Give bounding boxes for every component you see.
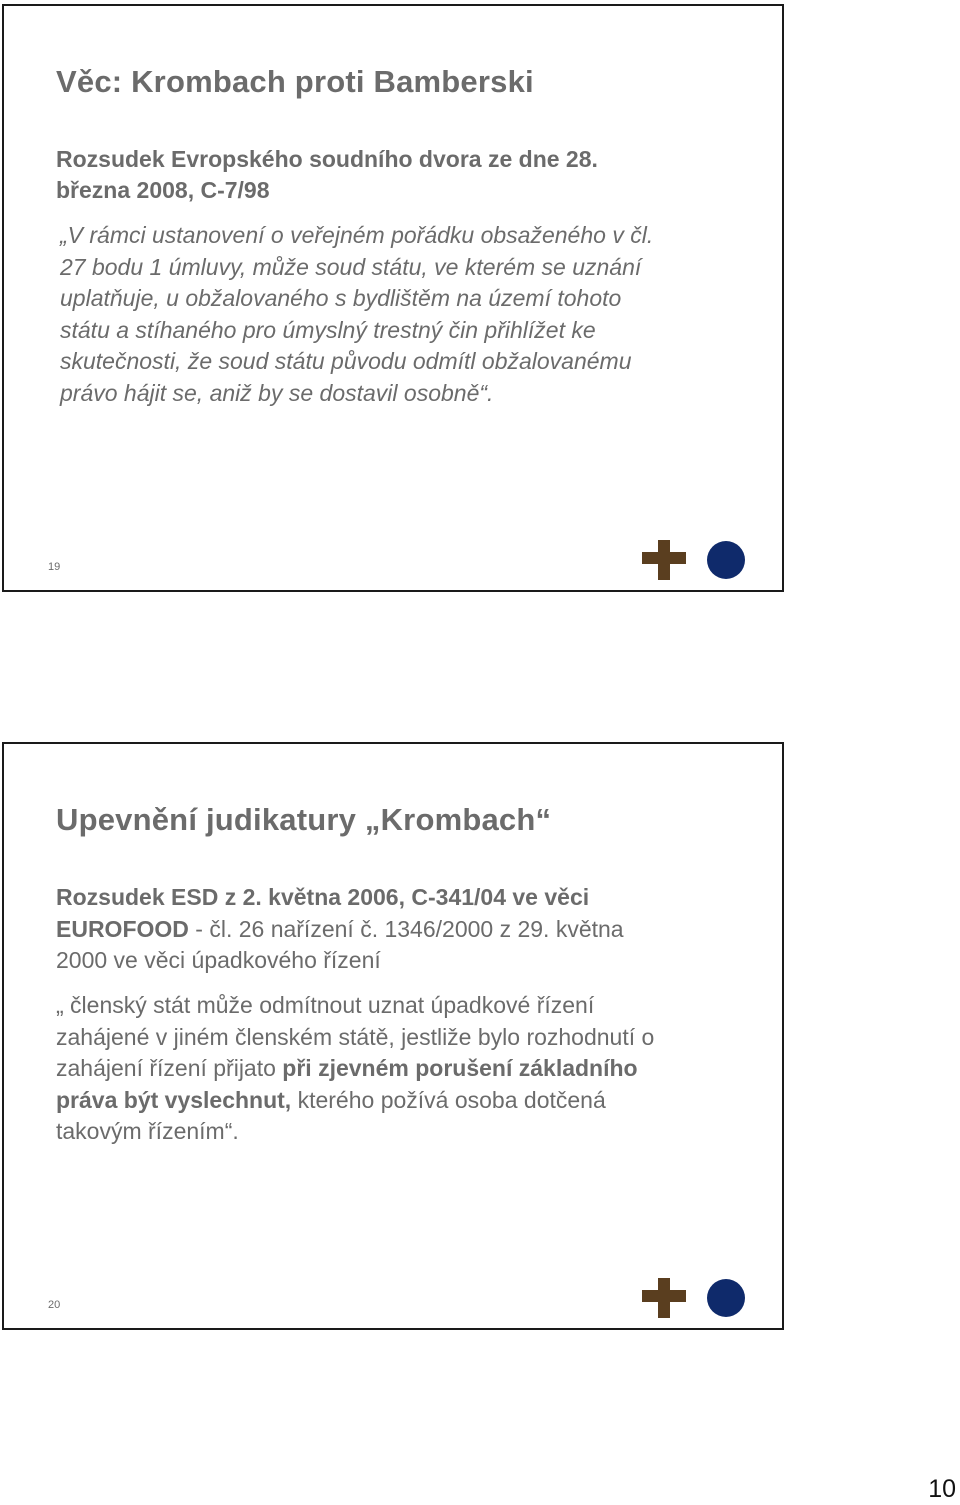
ref-line-normal: 2000 ve věci úpadkového řízení xyxy=(56,947,381,973)
quote-line: takovým řízením“. xyxy=(56,1118,239,1144)
university-logo xyxy=(640,1274,752,1322)
ref-line-bold: EUROFOOD xyxy=(56,915,189,942)
case-reference-line: Rozsudek Evropského soudního dvora ze dne 28. xyxy=(56,146,598,172)
slide-19 xyxy=(2,4,784,592)
quote-line: kterého požívá osoba dotčená xyxy=(291,1086,606,1113)
case-reference xyxy=(56,144,756,206)
quote-line: „ členský stát může odmítnout uznat úpadkové řízení xyxy=(56,992,595,1018)
case-reference-line: března 2008, C-7/98 xyxy=(56,177,270,203)
university-logo xyxy=(640,536,752,584)
slide-title: Upevnění judikatury „Krombach“ xyxy=(56,802,552,837)
quote-line: „V rámci ustanovení o veřejném pořádku obsaženého v čl. xyxy=(60,222,654,248)
slide-title: Věc: Krombach proti Bamberski xyxy=(56,64,534,99)
quote-line: skutečnosti, že soud státu původu odmítl obžalovanému xyxy=(60,348,632,374)
circle-icon xyxy=(707,541,745,579)
cross-icon xyxy=(642,540,686,580)
slide-page-number: 20 xyxy=(48,1299,61,1311)
quote-emphasis: práva být vyslechnut, xyxy=(56,1086,292,1113)
slide-20 xyxy=(2,742,784,1330)
case-reference xyxy=(56,882,761,977)
ref-line-normal: - čl. 26 nařízení č. 1346/2000 z 29. května xyxy=(188,915,624,942)
quote-line: 27 bodu 1 úmluvy, může soud státu, ve kterém se uznání xyxy=(60,253,642,280)
quote-line: právo hájit se, aniž by se dostavil osobně“. xyxy=(60,379,494,406)
quote-line: uplatňuje, u obžalovaného s bydlištěm na území tohoto xyxy=(60,285,622,311)
judgment-quote xyxy=(60,220,765,409)
cross-icon xyxy=(642,1278,686,1318)
quote-emphasis: při zjevném porušení základního xyxy=(282,1055,638,1081)
ref-line-bold: Rozsudek ESD z 2. května 2006, C-341/04 ve věci xyxy=(56,884,590,910)
quote-line: státu a stíhaného pro úmyslný trestný čin přihlížet ke xyxy=(60,316,596,343)
circle-icon xyxy=(707,1279,745,1317)
judgment-quote xyxy=(56,990,761,1148)
quote-line: zahájení řízení přijato xyxy=(56,1055,283,1081)
quote-line: zahájené v jiném členském státě, jestliže bylo rozhodnutí o xyxy=(56,1023,655,1050)
slide-page-number: 19 xyxy=(48,561,61,573)
sheet-page-number: 10 xyxy=(928,1475,956,1503)
